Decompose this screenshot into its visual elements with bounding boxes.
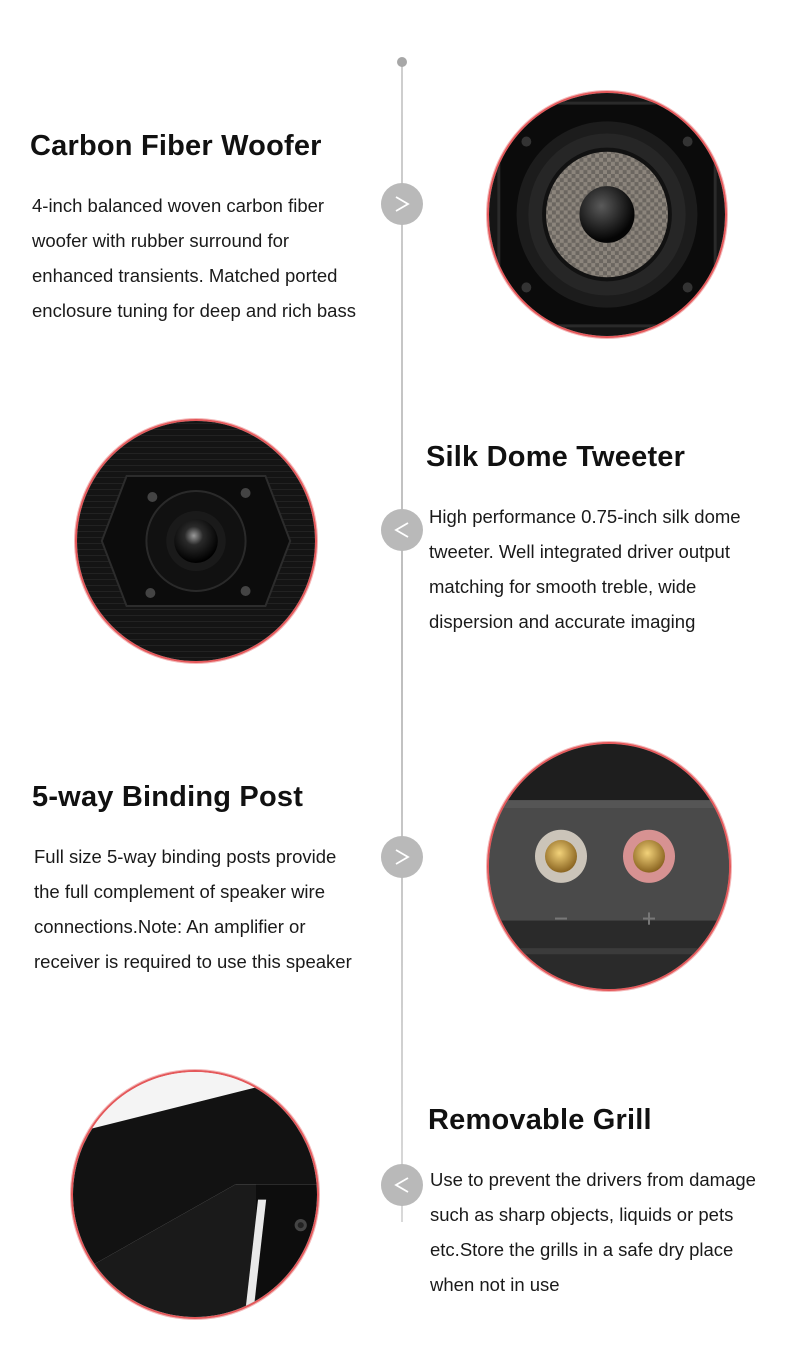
description-line: enhanced transients. Matched ported: [32, 265, 338, 286]
feature-title-woofer: Carbon Fiber Woofer: [30, 130, 322, 162]
description-line: woofer with rubber surround for: [32, 230, 290, 251]
removable-grill-photo: [71, 1070, 319, 1319]
timeline-line: [401, 62, 403, 1222]
feature-description-tweeter: [429, 499, 741, 639]
description-line: when not in use: [430, 1274, 560, 1295]
description-line: dispersion and accurate imaging: [429, 611, 696, 632]
timeline-node-woofer: [381, 183, 423, 225]
timeline-node-binding-post: [381, 836, 423, 878]
feature-title-tweeter: Silk Dome Tweeter: [426, 441, 686, 473]
chevron-left-icon: [391, 1174, 413, 1196]
description-line: such as sharp objects, liquids or pets: [430, 1204, 734, 1225]
description-line: connections.Note: An amplifier or: [34, 916, 306, 937]
binding-post-photo: [487, 742, 731, 991]
feature-title-grill: Removable Grill: [428, 1104, 652, 1136]
chevron-left-icon: [391, 519, 413, 541]
carbon-fiber-woofer-photo: [487, 91, 727, 338]
description-line: Use to prevent the drivers from damage: [430, 1169, 756, 1190]
chevron-right-icon: [391, 846, 413, 868]
description-line: Full size 5-way binding posts provide: [34, 846, 337, 867]
description-line: matching for smooth treble, wide: [429, 576, 697, 597]
description-line: the full complement of speaker wire: [34, 881, 325, 902]
description-line: receiver is required to use this speaker: [34, 951, 352, 972]
timeline-node-grill: [381, 1164, 423, 1206]
timeline-start-dot: [397, 57, 407, 67]
description-line: etc.Store the grills in a safe dry place: [430, 1239, 734, 1260]
feature-title-binding-post: 5-way Binding Post: [32, 781, 304, 813]
description-line: 4-inch balanced woven carbon fiber: [32, 195, 325, 216]
timeline-node-tweeter: [381, 509, 423, 551]
description-line: High performance 0.75-inch silk dome: [429, 506, 741, 527]
silk-dome-tweeter-photo: [75, 419, 317, 663]
chevron-right-icon: [391, 193, 413, 215]
feature-description-woofer: [32, 188, 356, 328]
description-line: tweeter. Well integrated driver output: [429, 541, 730, 562]
feature-description-binding-post: [34, 839, 352, 979]
feature-description-grill: [430, 1162, 756, 1302]
description-line: enclosure tuning for deep and rich bass: [32, 300, 356, 321]
